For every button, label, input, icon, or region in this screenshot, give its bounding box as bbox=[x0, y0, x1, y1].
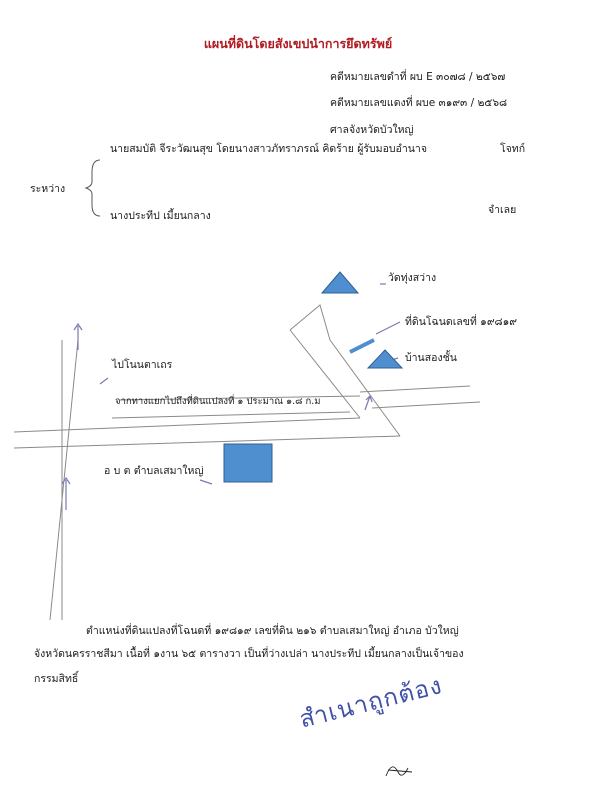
road-right-b bbox=[372, 402, 480, 408]
arrow-junction bbox=[365, 396, 372, 410]
arrow-up-bottom bbox=[62, 478, 70, 510]
footer-line-1: ตำแหน่งที่ดินแปลงที่โฉนดที่ ๑๙๘๑๙ เลขที่ดิน ๒๑๖ ตำบลเสมาใหญ่ อำเภอ บัวใหญ่ bbox=[86, 625, 459, 637]
defendant-name: นางประทีป เมี้ยนกลาง bbox=[110, 210, 211, 222]
distance-label: จากทางแยกไปถึงที่ดินแปลงที่ ๑ ประมาณ ๑.๘ ก.ม bbox=[115, 396, 321, 407]
plaintiff-name: นายสมบัติ จีระวัฒนสุข โดยนางสาวภัทราภรณ์ คิดร้าย ผู้รับมอบอำนาจ bbox=[110, 143, 427, 155]
court-name: ศาลจังหวัดบัวใหญ่ bbox=[330, 124, 414, 136]
land-parcel-marker bbox=[350, 340, 374, 352]
footer-line-2: จังหวัดนครราชสีมา เนื้อที่ ๑งาน ๖๕ ตารางวา เป็นที่ว่างเปล่า นางประทีป เมี้ยนกลางเป็นเจ้าของ bbox=[34, 648, 464, 660]
defendant-role: จำเลย bbox=[488, 204, 517, 216]
arrow-nontaeng bbox=[100, 378, 108, 384]
village-marker bbox=[368, 350, 402, 368]
land-title-label: ที่ดินโฉนดเลขที่ ๑๙๘๑๙ bbox=[405, 316, 517, 328]
arrow-land bbox=[376, 322, 400, 334]
road-main-top bbox=[14, 418, 360, 432]
arrow-up-left bbox=[74, 324, 82, 350]
road-main-bottom bbox=[14, 436, 400, 448]
sao-building-marker bbox=[224, 444, 272, 482]
between-label: ระหว่าง bbox=[30, 183, 66, 195]
arrow-sao bbox=[200, 480, 212, 484]
document-title: แผนที่ดินโดยสังเขปนำการยึดทรัพย์ bbox=[203, 36, 393, 51]
temple-label: วัดทุ่งสว่าง bbox=[388, 272, 437, 284]
black-case-number: คดีหมายเลขดำที่ ผบ E ๓๐๗๘ / ๒๕๖๗ bbox=[330, 71, 506, 83]
plaintiff-role: โจทก์ bbox=[500, 143, 526, 155]
sao-label: อ บ ต ตำบลเสมาใหญ่ bbox=[104, 465, 204, 477]
road-temple-spur bbox=[290, 305, 330, 340]
village-label: บ้านสองชั้น bbox=[405, 352, 457, 364]
footer-line-3: กรรมสิทธิ์ bbox=[34, 673, 79, 685]
between-bracket bbox=[86, 160, 100, 216]
certified-copy-stamp: สำเนาถูกต้อง bbox=[296, 671, 446, 734]
signature bbox=[386, 767, 412, 776]
temple-marker bbox=[322, 272, 358, 293]
red-case-number: คดีหมายเลขแดงที่ ผบe ๓๑๙๓ / ๒๕๖๘ bbox=[330, 97, 508, 109]
road-right-a bbox=[360, 386, 470, 392]
direction-label: ไปโนนตาเถร bbox=[112, 359, 173, 371]
road-distance-b bbox=[112, 412, 350, 418]
